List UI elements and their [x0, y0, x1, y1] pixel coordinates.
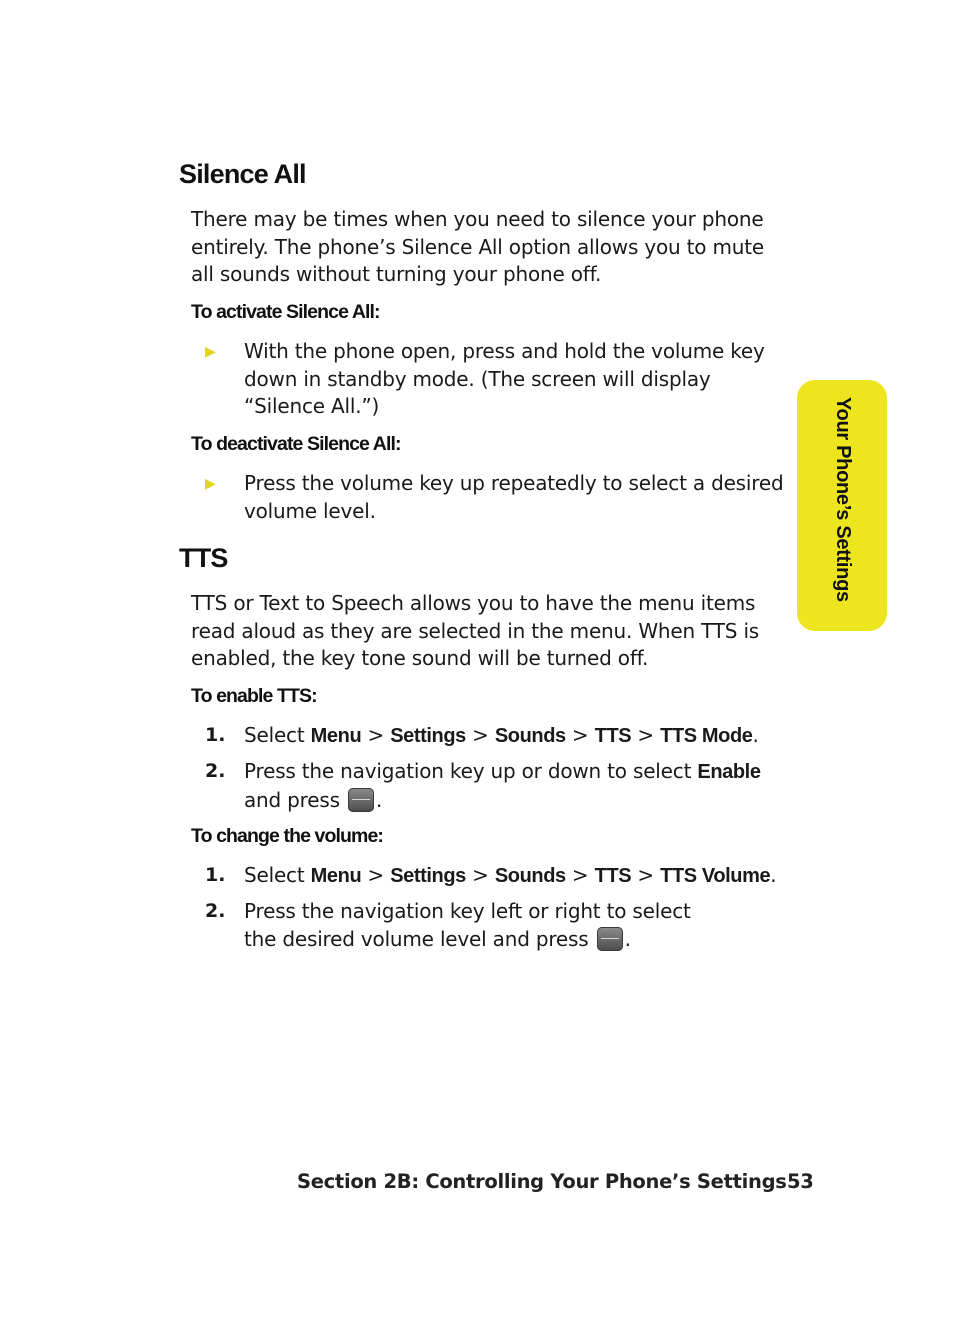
separator: > [637, 723, 654, 747]
silence-intro-paragraph: There may be times when you need to silence your phone entirely. The phone’s Silence All option allows you to mute all sounds without turning your phone off. [191, 207, 764, 286]
tts-label: TTS [594, 865, 632, 887]
volume-step-2-text: Press the navigation key left or right to select the desired volume level and press . [244, 899, 691, 951]
sounds-label: Sounds [494, 865, 566, 887]
activate-bullet-text: With the phone open, press and hold the volume key down in standby mode. (The screen will display “Silence All.”) [244, 339, 765, 418]
footer-section-title: Section 2B: Controlling Your Phone’s Settings [297, 1170, 787, 1193]
menu-label: Menu [310, 865, 362, 887]
select-word: Select [244, 863, 305, 887]
separator: > [472, 723, 489, 747]
select-word: Select [244, 723, 305, 747]
separator: > [571, 723, 589, 747]
step-number: 2. [205, 760, 226, 782]
tts-volume-label: TTS Volume [660, 865, 771, 887]
sounds-label: Sounds [494, 725, 566, 747]
volume-step-1 [205, 862, 795, 891]
settings-label: Settings [390, 725, 466, 747]
tts-intro-paragraph: TTS or Text to Speech allows you to have the menu items read aloud as they are selected in the menu. When TTS is enabled, the key tone sound will be turned off. [191, 591, 760, 670]
arrow-bullet-icon: ▶ [205, 476, 216, 492]
change-volume-heading: To change the volume: [191, 825, 384, 847]
separator: > [367, 723, 385, 747]
section-title-silence-all: Silence All [179, 159, 306, 189]
step-2-post: and press [244, 787, 340, 812]
step-2-pre: Press the navigation key up or down to select [244, 759, 692, 783]
deactivate-heading: To deactivate Silence All: [191, 433, 401, 455]
enable-label: Enable [697, 761, 761, 783]
deactivate-bullet-item [205, 470, 795, 525]
activate-heading: To activate Silence All: [191, 301, 380, 323]
volume-step-1-text: Select Menu > Settings > Sounds > TTS > TTS Volume. [244, 863, 777, 887]
page-number: 53 [787, 1170, 814, 1193]
volume-step-2 [205, 898, 795, 953]
step-number: 1. [205, 864, 226, 886]
separator: > [472, 863, 489, 887]
enable-step-1-text: Select Menu > Settings > Sounds > TTS > TTS Mode. [244, 723, 759, 747]
deactivate-bullet-text: Press the volume key up repeatedly to select a desired volume level. [244, 471, 784, 523]
step-number: 2. [205, 900, 226, 922]
tts-label: TTS [594, 725, 632, 747]
enable-step-1 [205, 722, 795, 751]
activate-bullet-item [205, 338, 795, 421]
arrow-bullet-icon: ▶ [205, 344, 216, 360]
tts-mode-label: TTS Mode [660, 725, 753, 747]
enable-tts-heading: To enable TTS: [191, 685, 317, 707]
separator: > [571, 863, 589, 887]
enable-step-2 [205, 758, 795, 814]
menu-ok-key-icon [597, 927, 623, 951]
step-number: 1. [205, 724, 226, 746]
side-tab-label: Your Phone’s Settings [832, 397, 854, 602]
menu-ok-key-icon [348, 788, 374, 812]
step-2-pre: Press the navigation key left or right to select the desired volume level and press [244, 899, 691, 951]
separator: > [637, 863, 654, 887]
separator: > [367, 863, 385, 887]
settings-label: Settings [390, 865, 466, 887]
section-title-tts: TTS [179, 543, 228, 573]
enable-step-2-text: Press the navigation key up or down to select Enable and press . [244, 759, 761, 812]
menu-label: Menu [310, 725, 362, 747]
